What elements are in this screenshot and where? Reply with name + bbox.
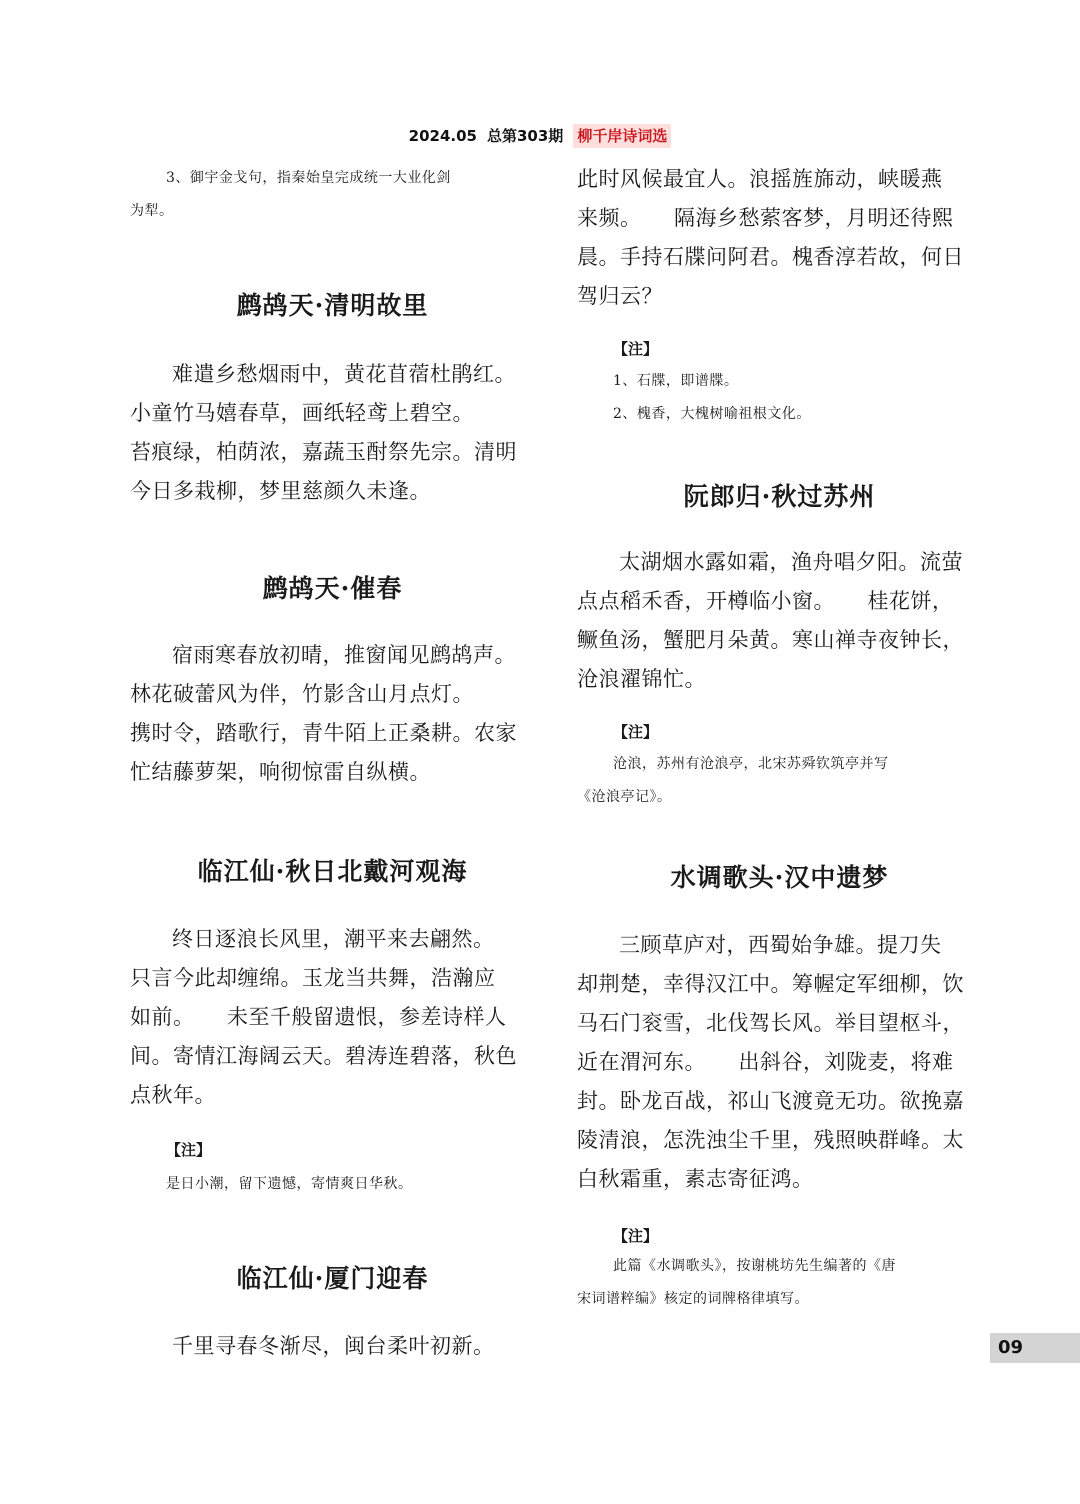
poem-line: 太湖烟水露如霜，渔舟唱夕阳。流萤 bbox=[619, 550, 963, 574]
page-number: 09 bbox=[990, 1333, 1080, 1363]
note-heading: 【注】 bbox=[613, 1227, 659, 1245]
poem-body bbox=[130, 920, 535, 1115]
poem-title: 阮郎归·秋过苏州 bbox=[683, 482, 876, 511]
poem-line: 携时令，踏歌行，青牛陌上正桑耕。农家 bbox=[130, 721, 517, 745]
right-column bbox=[577, 150, 982, 1316]
note-heading: 【注】 bbox=[613, 340, 659, 358]
note-line: 2、槐香，大槐树喻祖根文化。 bbox=[613, 406, 811, 422]
note-line: 是日小潮，留下遗憾，寄情爽日华秋。 bbox=[166, 1176, 413, 1192]
poem-line: 白秋霜重，素志寄征鸿。 bbox=[577, 1167, 814, 1191]
note-line: 1、石牒，即谱牒。 bbox=[613, 373, 739, 389]
poem-line: 点秋年。 bbox=[130, 1083, 216, 1107]
poem-line: 却荆楚，幸得汉江中。筹幄定军细柳，饮 bbox=[577, 972, 964, 996]
poem-line: 来频。 隔海乡愁萦客梦，月明还待熙 bbox=[577, 206, 954, 230]
poem-line: 三顾草庐对，西蜀始争雄。提刀失 bbox=[619, 933, 942, 957]
poem-title: 鹧鸪天·催春 bbox=[262, 574, 403, 603]
poem-title: 水调歌头·汉中遗梦 bbox=[670, 863, 889, 892]
note-line: 《沧浪亭记》。 bbox=[577, 789, 672, 805]
poem-line: 宿雨寒春放初晴，推窗闻见鹧鸪声。 bbox=[172, 643, 516, 667]
poem-line: 如前。 未至千般留遗恨，参差诗样人 bbox=[130, 1005, 507, 1029]
previous-note bbox=[130, 162, 535, 228]
poem-line: 终日逐浪长风里，潮平来去翩然。 bbox=[172, 927, 495, 951]
column-name: 柳千岸诗词选 bbox=[573, 124, 671, 148]
page-header bbox=[0, 124, 1080, 148]
poem-note bbox=[577, 748, 982, 814]
poem-line: 近在渭河东。 出斜谷，刘陇麦，将难 bbox=[577, 1050, 954, 1074]
poem-body bbox=[130, 355, 535, 511]
poem-line: 难遣乡愁烟雨中，黄花苜蓿杜鹃红。 bbox=[172, 362, 516, 386]
issue-date: 2024.05 bbox=[408, 127, 477, 145]
poem-line: 鳜鱼汤，蟹肥月朵黄。寒山禅寺夜钟长， bbox=[577, 628, 964, 652]
poem-body bbox=[577, 543, 982, 699]
poem-line: 间。寄情江海阔云天。碧涛连碧落，秋色 bbox=[130, 1044, 517, 1068]
poem-line: 沧浪濯锦忙。 bbox=[577, 667, 706, 691]
poem-line: 马石门衮雪，北伐驾长风。举目望枢斗， bbox=[577, 1011, 964, 1035]
poem-title: 临江仙·秋日北戴河观海 bbox=[197, 857, 468, 886]
note-heading: 【注】 bbox=[166, 1141, 212, 1159]
note-line: 此篇《水调歌头》，按谢桃坊先生编著的《唐 bbox=[613, 1258, 896, 1274]
issue-number: 总第303期 bbox=[487, 127, 564, 145]
note-line: 为犁。 bbox=[130, 203, 174, 219]
poem-line: 陵清浪，怎洗浊尘千里，残照映群峰。太 bbox=[577, 1128, 964, 1152]
poem-line: 只言今此却缠绵。玉龙当共舞，浩瀚应 bbox=[130, 966, 496, 990]
note-heading: 【注】 bbox=[613, 723, 659, 741]
poem-line: 今日多栽柳，梦里慈颜久未逢。 bbox=[130, 479, 431, 503]
poem-line: 千里寻春冬渐尽，闽台柔叶初新。 bbox=[172, 1334, 495, 1358]
left-column bbox=[130, 150, 535, 1366]
poem-title: 临江仙·厦门迎春 bbox=[236, 1264, 429, 1293]
poem-line: 林花破蕾风为伴，竹影含山月点灯。 bbox=[130, 682, 474, 706]
poem-body bbox=[577, 926, 982, 1199]
poem-line: 晨。手持石牒问阿君。槐香淳若故，何日 bbox=[577, 245, 964, 269]
poem-note bbox=[577, 1250, 982, 1316]
poem-title: 鹧鸪天·清明故里 bbox=[236, 291, 429, 320]
note-line: 沧浪，苏州有沧浪亭，北宋苏舜钦筑亭并写 bbox=[613, 756, 889, 772]
poem-note bbox=[577, 365, 982, 431]
poem-line: 小童竹马嬉春草，画纸轻鸢上碧空。 bbox=[130, 401, 474, 425]
poem-line: 此时风候最宜人。浪摇旌旆动，峡暖燕 bbox=[577, 167, 943, 191]
poem-line: 忙结藤萝架，响彻惊雷自纵横。 bbox=[130, 760, 431, 784]
poem-line: 苔痕绿，柏荫浓，嘉蔬玉酎祭先宗。清明 bbox=[130, 440, 517, 464]
poem-line: 点点稻禾香，开樽临小窗。 桂花饼， bbox=[577, 589, 954, 613]
note-line: 宋词谱粹编》核定的词牌格律填写。 bbox=[577, 1291, 809, 1307]
poem-line: 驾归云？ bbox=[577, 284, 663, 308]
note-line: 3、御宇金戈句，指秦始皇完成统一大业化剑 bbox=[166, 170, 451, 186]
poem-body bbox=[130, 636, 535, 792]
poem-body bbox=[130, 1327, 535, 1366]
poem-note bbox=[130, 1168, 535, 1201]
poem-body-continued bbox=[577, 160, 982, 316]
poem-line: 封。卧龙百战，祁山飞渡竟无功。欲挽嘉 bbox=[577, 1089, 964, 1113]
